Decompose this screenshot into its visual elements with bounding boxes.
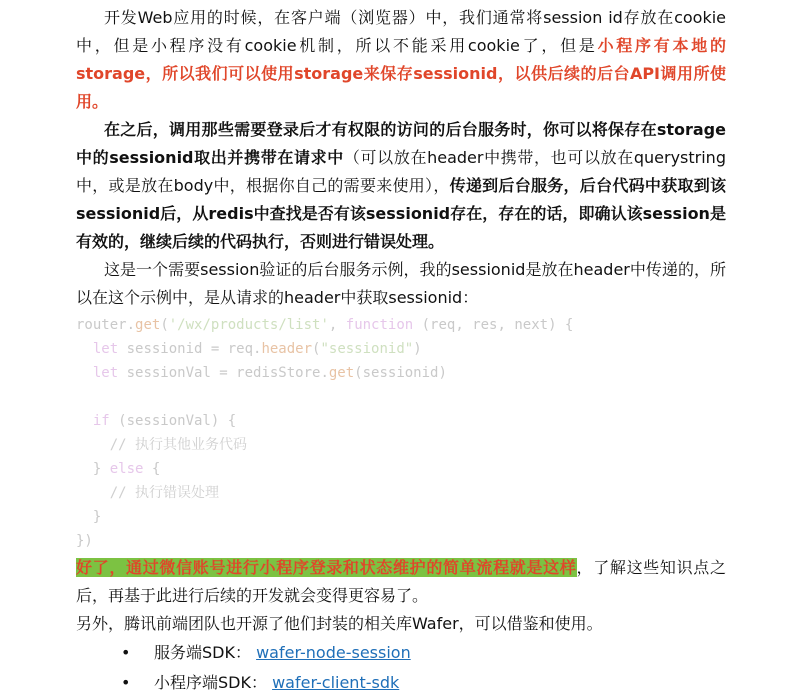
code-block: router.get('/wx/products/list', function (req, res, next) { let sessionid = req.header("sessionid") let sessionVal = redisStore.get(sessionid) if (sessionVal) { // 执行其他业务代码 } else { // 执行错误处理 } }) [76,317,574,549]
bullet-icon: • [121,643,131,662]
sdk-link-server[interactable]: wafer-node-session [256,643,411,662]
list-item [76,668,726,698]
paragraph-text: ，了解这些知识点之后，再基于此进行后续的开发就会变得更容易了。 [76,558,726,605]
paragraph-example-intro: 这是一个需要session验证的后台服务示例，我的sessionid是放在header中传递的，所以在这个示例中，是从请求的header中获取sessionid： [76,260,726,307]
paragraph-request-flow [76,116,726,256]
bold-text: 在之后，调用那些需要登录后才有权限的访问的后台服务时，你可以将保存在storage中的sessionid取出并携带在请求中 [76,120,726,167]
sdk-label: 服务端SDK： [154,643,251,662]
paragraph-wafer: 另外，腾讯前端团队也开源了他们封装的相关库Wafer，可以借鉴和使用。 [76,614,603,633]
sdk-label: 小程序端SDK： [154,673,267,692]
paragraph-text: （可以放在header中携带，也可以放在querystring中，或是放在body中，根据你自己的需要来使用）， [76,148,726,195]
bold-text: 传递到后台服务，后台代码中获取到该sessionid后，从redis中查找是否有该sessionid存在，存在的话，即确认该session是有效的，继续后续的代码执行，否则进行错误处理。 [76,176,726,251]
highlighted-summary: 好了，通过微信账号进行小程序登录和状态维护的简单流程就是这样 [76,558,577,577]
paragraph-conclusion [76,554,726,610]
sdk-list [76,638,726,698]
list-item [76,638,726,668]
article-body [76,4,726,698]
sdk-link-client[interactable]: wafer-client-sdk [272,673,400,692]
paragraph-session-storage [76,4,726,116]
highlighted-red-text: 小程序有本地的storage，所以我们可以使用storage来保存sessionid，以供后续的后台API调用所使用。 [76,36,726,111]
bullet-icon: • [121,673,131,692]
paragraph-text: 开发Web应用的时候，在客户端（浏览器）中，我们通常将session id存放在cookie中，但是小程序没有cookie机制，所以不能采用cookie了，但是 [76,8,726,55]
